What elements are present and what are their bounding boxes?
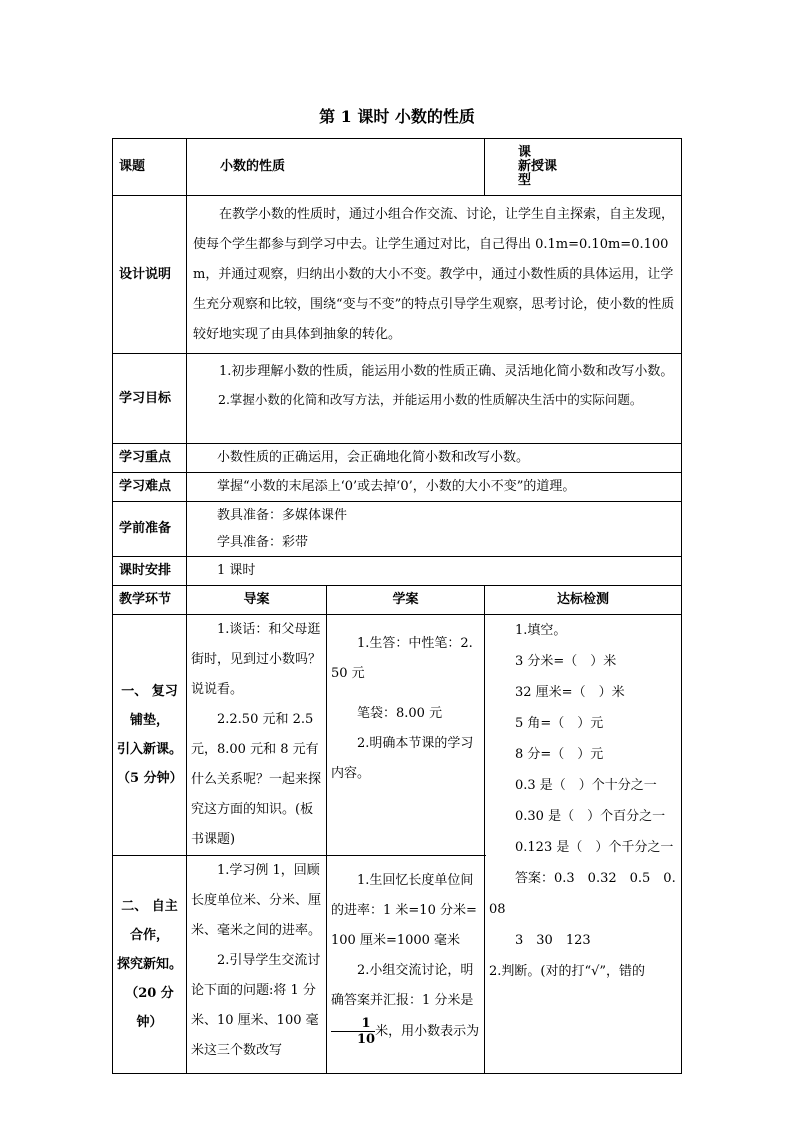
section1-stage-c: （5 分钟）: [117, 771, 183, 786]
section1-learn-1: 1.生答：中性笔：2.50 元: [331, 636, 473, 681]
section2-stage-a: 二、 自主合作，: [121, 899, 178, 943]
design-label: 设计说明: [113, 196, 187, 354]
fraction-one-tenth: [331, 1016, 375, 1047]
check-line-5: 8 分=（ ）元: [515, 747, 604, 762]
schedule-label: 课时安排: [113, 557, 187, 586]
section2-guide-1: 1.学习例 1，回顾长度单位米、分米、厘米、毫米之间的进率。: [191, 863, 322, 938]
section1-guide-1: 1.谈话：和父母逛街时，见到过小数吗？说说看。: [191, 622, 322, 697]
goal-item-2: 2.掌握小数的化简和改写方法，并能运用小数的性质解决生活中的实际问题。: [218, 392, 643, 407]
goal-item-1: 1.初步理解小数的性质，能运用小数的性质正确、灵活地化简小数和改写小数。: [219, 364, 674, 379]
section1-stage-b: 引入新课。: [117, 742, 183, 757]
page-title: 第 1 课时 小数的性质: [319, 107, 475, 126]
check-line-1: 1.填空。: [515, 623, 567, 638]
key-label: 学习重点: [113, 444, 187, 473]
header-check: 达标检测: [485, 586, 682, 615]
check-line-9: 答案：0.3 0.32 0.5 0.08: [489, 871, 676, 917]
section2-learn-1: 1.生回忆长度单位间的进率：1 米=10 分米=100 厘米=1000 毫米: [331, 873, 477, 948]
schedule-text: 1 课时: [217, 563, 256, 578]
section2-learn-2a: 2.小组交流讨论，明确答案并汇报：1 分米是: [331, 963, 474, 1008]
check-line-3: 32 厘米=（ ）米: [515, 685, 625, 700]
section2-learn-2b: 米，用小数表示为: [375, 1024, 480, 1039]
type-value: 新授课: [485, 139, 682, 196]
goals-label: 学习目标: [113, 354, 187, 444]
check-line-2: 3 分米=（ ）米: [515, 654, 617, 669]
prep-student: 学具准备：彩带: [217, 535, 309, 550]
section2-stage-b: 探究新知。: [117, 957, 183, 972]
prep-teacher: 教具准备：多媒体课件: [217, 508, 348, 523]
header-stage: 教学环节: [113, 586, 187, 615]
section2-learn-2: [331, 956, 480, 1047]
check-line-6: 0.3 是（ ）个十分之一: [515, 778, 657, 793]
key-text: 小数性质的正确运用，会正确地化简小数和改写小数。: [217, 450, 530, 465]
check-line-8: 0.123 是（ ）个千分之一: [515, 840, 674, 855]
check-line-11: 2.判断。(对的打“√”，错的: [489, 964, 646, 979]
check-line-4: 5 角=（ ）元: [515, 716, 604, 731]
header-guide: 导案: [187, 586, 327, 615]
section2-guide-2: 2.引导学生交流讨论下面的问题:将 1 分米、10 厘米、100 毫米这三个数改写: [191, 953, 321, 1058]
design-text: 在教学小数的性质时，通过小组合作交流、讨论，让学生自主探索，自主发现，使每个学生都参与到学习中去。让学生通过对比，自己得出 0.1m=0.10m=0.100m，并通过观察，归纳出小数的大小不变。教学中，通过小数性质的具体运用，让学生充分观察和比较，围绕“变与不变”的特点引导学生观察，思考讨论，使小数的性质较好地实现了由具体到抽象的转化。: [193, 207, 675, 342]
header-learn: 学案: [327, 586, 485, 615]
check-line-7: 0.30 是（ ）个百分之一: [515, 809, 666, 824]
fraction-denominator: 10: [331, 1031, 375, 1047]
section1-learn-2: 笔袋：8.00 元: [357, 706, 443, 721]
difficulty-label: 学习难点: [113, 473, 187, 502]
topic-value: 小数的性质: [187, 139, 485, 196]
fraction-numerator: 1: [361, 1016, 371, 1031]
section1-learn-3: 2.明确本节课的学习内容。: [331, 736, 474, 781]
section1-stage-a: 一、 复习铺垫，: [121, 684, 178, 728]
check-line-10: 3 30 123: [515, 933, 591, 948]
prep-label: 学前准备: [113, 502, 187, 557]
section1-guide-2: 2.2.50 元和 2.5 元，8.00 元和 8 元有什么关系呢？一起来探究这方面的知识。(板书课题): [191, 712, 322, 847]
section2-stage-c: （20 分钟）: [125, 986, 174, 1030]
difficulty-text: 掌握“小数的末尾添上‘0’或去掉‘0’，小数的大小不变”的道理。: [217, 479, 576, 494]
topic-label: 课题: [113, 139, 187, 196]
lesson-plan-table: 课题 小数的性质 课型 新授课 设计说明 在教学小数的性质时，通过小组合作交流、讨论，让学生自主探索，自主发现，使每个学生都参与到学习中去。让学生通过对比，自己得出 0.1m=0.10m=0.100m，并通过观察，归纳出小数的大小不变。教学中，通过小数性质的具体运用，让学生充分观察和比较，围绕“变与不变”的特点引导学生观察，思考讨论，使小数的性质较好地实现了由具体到抽象的转化。 学习目标 1.初步理解小数的性质，能运用小数的性质正确、灵活地化简小数和改写小数。 2.掌握小数的化简和改写方法，并能运用小数的性质解决生活中的实际问题。 学习重点 小数性质的正确运用，会正确地化简小数和改写小数。 学习难点 掌握“小数的末尾添上‘0’或去掉‘0’，小数的大小不变”的道理。 学前准备 教具准备：多媒体课件 学具准备：彩带 课时安排 1 课时 教学环节 导案 学案 达标检测 一、 复习铺垫， 引入新课。 （5 分钟） 1.谈话：和父母逛街时，见到过小数吗？说说看。 2.2.50 元和 2.5 元，8.00 元和 8 元有什么关系呢？一起来探究这方面的知识。(板书课题) 1.生答：中性笔：2.50 元 笔袋：8.00 元 2.明确本节课的学习内容。 1.填空。 3 分米=（ ）米 32 厘米=（ ）米 5 角=（ ）元 8 分=（ ）元 0.3 是（ ）个十分之一 0.30 是（ ）个百分之一 0.123 是（ ）个千分之一 答案：0.3 0.32 0.5 0.08 3 30 123 2.判断。(对的打“√”，错的 二、 自主合作， 探究新知。 （20 分钟） 1.学习例 1，回顾长度单位米、分米、厘米、毫米之间的进率。 2.引导学生交流讨论下面的问题:将 1 分米、10 厘米、100 毫米这三个数改写 1.生回忆长度单位间的进率：1 米=10 分米=100 厘米=1000 毫米 2.小组交流讨论，明确答案并汇报：1 分米是 $\frac{1}{10}$ 米，用小数表示为: [112, 138, 682, 1074]
